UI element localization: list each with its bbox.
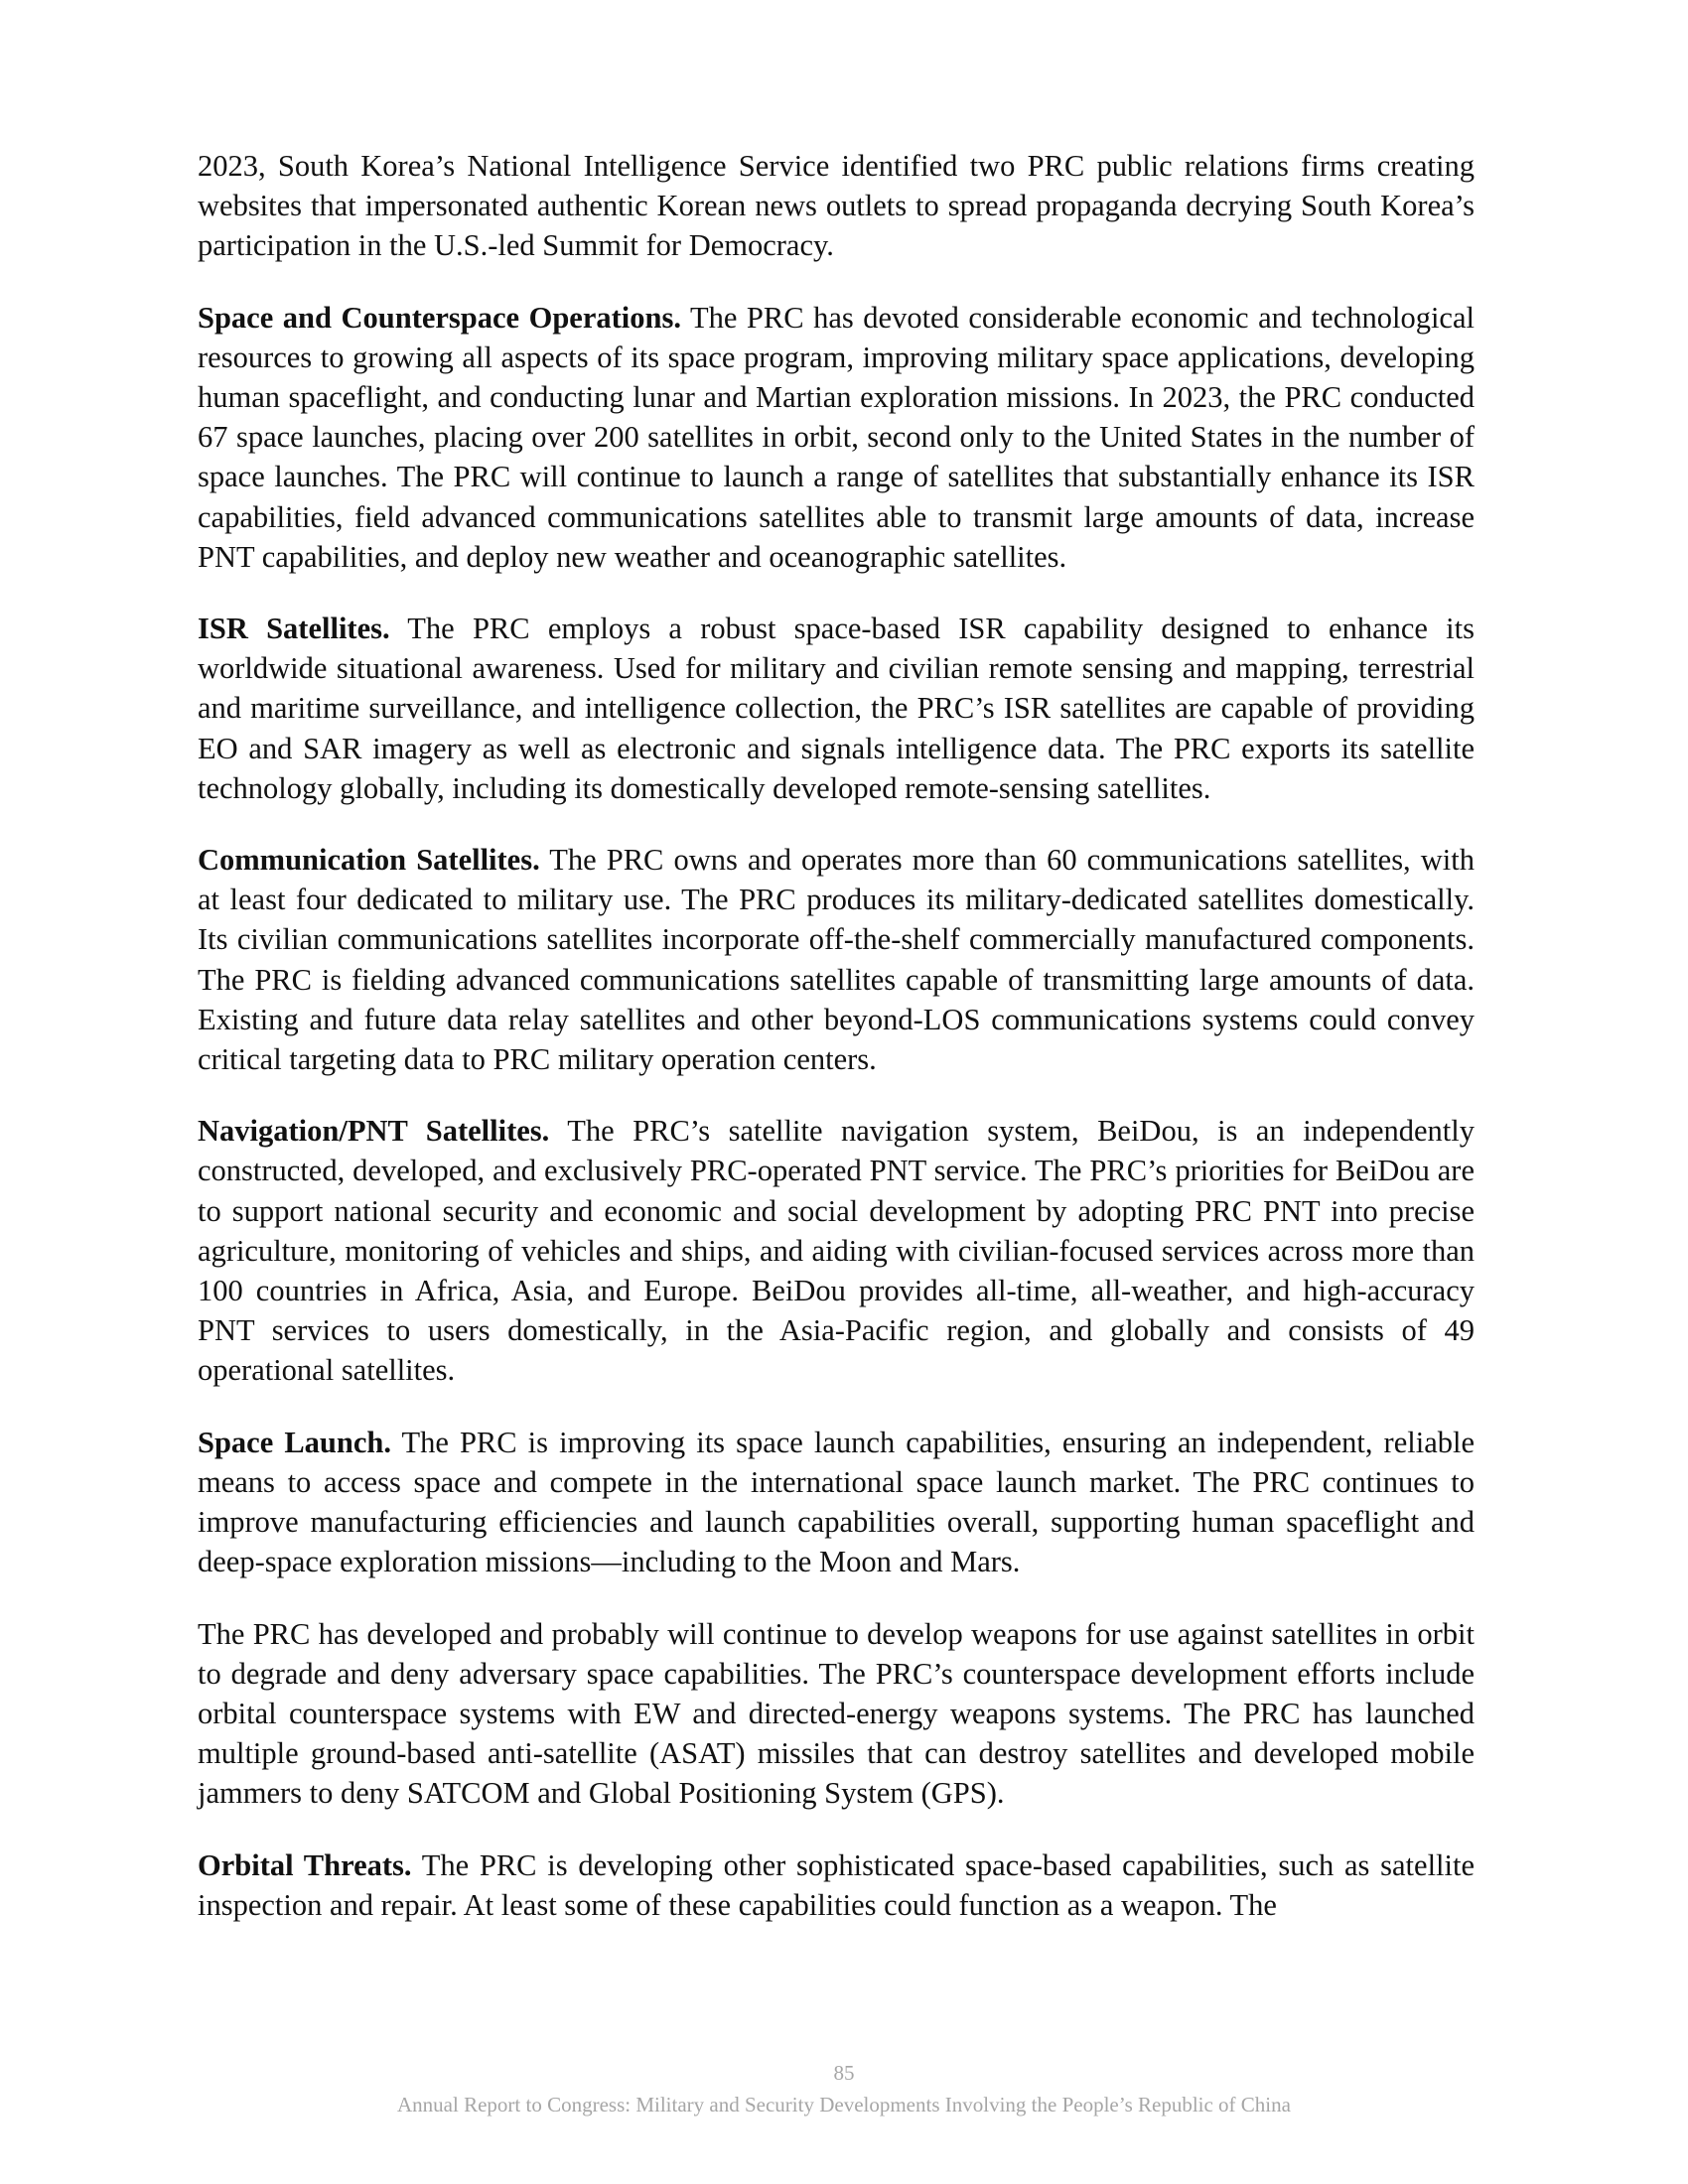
page-body: [198, 146, 1475, 1925]
paragraph-orbital-threats: [198, 1845, 1475, 1925]
paragraph-counterspace-weapons: [198, 1614, 1475, 1814]
paragraph-text: The PRC owns and operates more than 60 communications satellites, with at least four dedicated to military use. The PRC produces its military-dedicated satellites domestically. Its civilian communications satellites incorporate off-the-shelf commercially manufactured components. The PRC is fielding advanced communications satellites capable of transmitting large amounts of data. Existing and future data relay satellites and other beyond-LOS communications systems could convey critical targeting data to PRC military operation centers.: [198, 843, 1475, 1077]
paragraph-heading: Communication Satellites.: [198, 843, 540, 878]
paragraph-heading: Space Launch.: [198, 1425, 391, 1459]
paragraph-communication-satellites: [198, 840, 1475, 1079]
paragraph-text: The PRC’s satellite navigation system, BeiDou, is an independently constructed, developed, and exclusively PRC-operated PNT service. The PRC’s priorities for BeiDou are to support national security and economic and social development by adopting PRC PNT into precise agriculture, monitoring of vehicles and ships, and aiding with civilian-focused services across more than 100 countries in Africa, Asia, and Europe. BeiDou provides all-time, all-weather, and high-accuracy PNT services to users domestically, in the Asia-Pacific region, and globally and consists of 49 operational satellites.: [198, 1114, 1475, 1388]
paragraph-isr-satellites: [198, 609, 1475, 808]
paragraph-text: The PRC is improving its space launch capabilities, ensuring an independent, reliable means to access space and compete in the international space launch market. The PRC continues to improve manufacturing efficiencies and launch capabilities overall, supporting human spaceflight and deep-space exploration missions—including to the Moon and Mars.: [198, 1425, 1475, 1579]
paragraph-text: The PRC is developing other sophisticated space-based capabilities, such as satellite inspection and repair. At least some of these capabilities could function as a weapon. The: [198, 1847, 1475, 1922]
paragraph-text: The PRC employs a robust space-based ISR capability designed to enhance its worldwide situational awareness. Used for military and civilian remote sensing and mapping, terrestrial and maritime surveillance, and intelligence collection, the PRC’s ISR satellites are capable of providing EO and SAR imagery as well as electronic and signals intelligence data. The PRC exports its satellite technology globally, including its domestically developed remote-sensing satellites.: [198, 612, 1475, 805]
paragraph-heading: Orbital Threats.: [198, 1847, 412, 1882]
paragraph-navigation-pnt: [198, 1111, 1475, 1390]
paragraph-text: The PRC has developed and probably will continue to develop weapons for use against satellites in orbit to degrade and deny adversary space capabilities. The PRC’s counterspace development efforts include orbital counterspace systems with EW and directed-energy weapons systems. The PRC has launched multiple ground-based anti-satellite (ASAT) missiles that can destroy satellites and developed mobile jammers to deny SATCOM and Global Positioning System (GPS).: [198, 1616, 1475, 1811]
paragraph-space-counterspace: [198, 298, 1475, 577]
paragraph-heading: Space and Counterspace Operations.: [198, 300, 681, 335]
page-number: 85: [833, 2061, 855, 2085]
paragraph-heading: Navigation/PNT Satellites.: [198, 1114, 550, 1149]
paragraph-space-launch: [198, 1423, 1475, 1582]
footer-report-title: Annual Report to Congress: Military and Security Developments Involving the People’s Republic of China: [397, 2093, 1291, 2116]
paragraph-korea-propaganda: [198, 146, 1475, 266]
paragraph-heading: ISR Satellites.: [198, 612, 390, 646]
paragraph-text: The PRC has devoted considerable economic and technological resources to growing all aspects of its space program, improving military space applications, developing human spaceflight, and conducting lunar and Martian exploration missions. In 2023, the PRC conducted 67 space launches, placing over 200 satellites in orbit, second only to the United States in the number of space launches. The PRC will continue to launch a range of satellites that substantially enhance its ISR capabilities, field advanced communications satellites able to transmit large amounts of data, increase PNT capabilities, and deploy new weather and oceanographic satellites.: [198, 300, 1475, 574]
paragraph-text: 2023, South Korea’s National Intelligence Service identified two PRC public relations firms creating websites that impersonated authentic Korean news outlets to spread propaganda decrying South Korea’s participation in the U.S.-led Summit for Democracy.: [198, 149, 1475, 263]
